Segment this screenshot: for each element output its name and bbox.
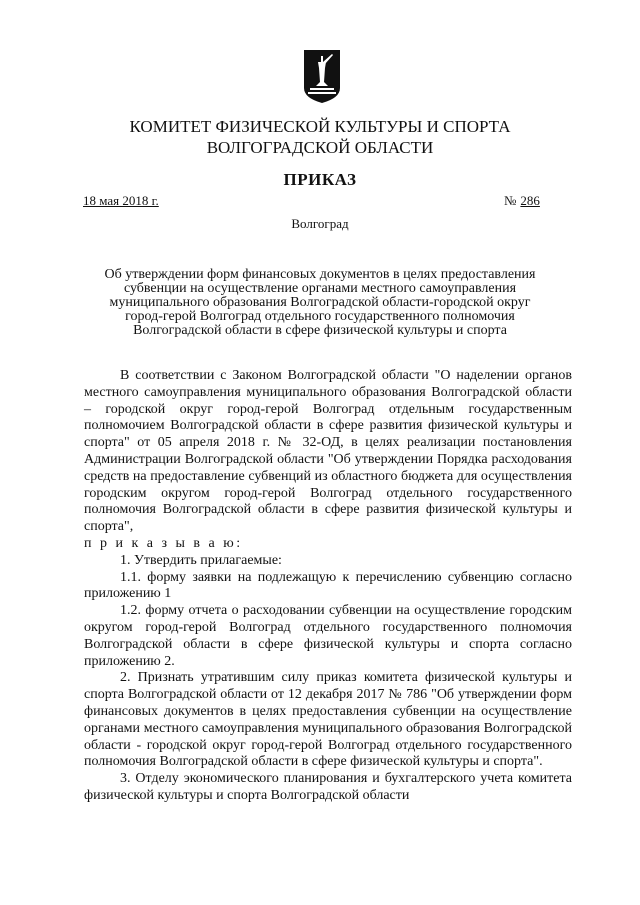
item-1: 1. Утвердить прилагаемые: xyxy=(120,552,282,568)
header-line-1: КОМИТЕТ ФИЗИЧЕСКОЙ КУЛЬТУРЫ И СПОРТА xyxy=(129,117,511,136)
number-label: № xyxy=(504,193,517,208)
document-date: 18 мая 2018 г. xyxy=(83,193,159,208)
document-subject xyxy=(60,268,580,338)
subject-line: город-герой Волгоград отдельного государственного полномочия xyxy=(125,309,515,324)
subject-line: Об утверждении форм финансовых документов в целях предоставления xyxy=(104,267,536,282)
document-number xyxy=(504,193,540,209)
volgograd-coat-of-arms-icon xyxy=(302,48,342,104)
item-3: 3. Отделу экономического планирования и бухгалтерского учета комитета физической культуры и спорта Волгоградской области xyxy=(84,771,572,803)
document-city: Волгоград xyxy=(291,216,349,231)
number-value: 286 xyxy=(520,193,540,208)
item-2: 2. Признать утратившим силу приказ комитета физической культуры и спорта Волгоградской области от 12 декабря 2017 № 786 "Об утверждении форм финансовых документов в целях предоставления субвенции на осуществление органами местного самоуправления муниципального образования Волгоградской области - городской округ город-герой Волгоград отдельного государственного полномочия Волгоградской области в сфере физической культуры и спорта". xyxy=(84,670,572,770)
subject-line: муниципального образования Волгоградской области-городской округ xyxy=(109,295,531,310)
preamble-paragraph: В соответствии с Законом Волгоградской области "О наделении органов местного самоуправления муниципального образования Волгоградской области – городской округ город-герой Волгоград отдельным государственным полномочием Волгоградской области в сфере развития физической культуры и спорта" от 05 апреля 2018 г. № 32-ОД, в целях реализации постановления Администрации Волгоградской области "Об утверждении Порядка расходования средств на предоставление субвенций из областного бюджета для осуществления городским округом город-герой Волгоград отдельного государственного полномочия Волгоградской области в сфере развития физической культуры и спорта", xyxy=(84,368,572,535)
document-title: ПРИКАЗ xyxy=(283,170,357,189)
order-word: п р и к а з ы в а ю: xyxy=(84,535,243,551)
subject-line: Волгоградской области в сфере физической культуры и спорта xyxy=(133,323,507,338)
document-body xyxy=(84,368,572,805)
subject-line: субвенции на осуществление органами местного самоуправления xyxy=(123,281,517,296)
committee-header xyxy=(0,116,640,158)
item-1-2: 1.2. форму отчета о расходовании субвенции на осуществление городским округом город-герой Волгоград отдельного государственного полномочия Волгоградской области в сфере физической культуры и спорта согласно приложению 2. xyxy=(84,603,572,669)
item-1-1: 1.1. форму заявки на подлежащую к перечислению субвенцию согласно приложению 1 xyxy=(84,569,572,602)
header-line-2: ВОЛГОГРАДСКОЙ ОБЛАСТИ xyxy=(206,138,434,157)
